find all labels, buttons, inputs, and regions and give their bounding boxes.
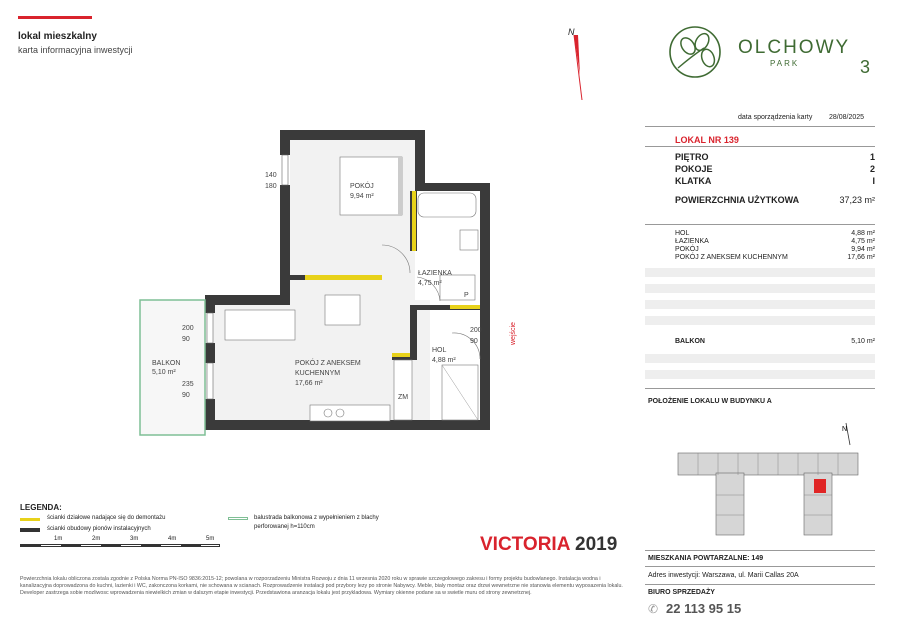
- scale-bar: [20, 536, 220, 551]
- info-row-rooms: POKOJE 2: [675, 164, 875, 174]
- svg-text:ZM: ZM: [398, 394, 409, 401]
- empty-row: [645, 316, 875, 325]
- legend-swatch-removable: [20, 518, 40, 521]
- repeat-apartments: MIESZKANIA POWTARZALNE: 149: [648, 555, 764, 562]
- floor-plan: [130, 125, 530, 445]
- header-accent-bar: [18, 16, 92, 19]
- svg-text:180: 180: [265, 183, 277, 190]
- brand-number: 3: [860, 57, 871, 77]
- room-row-room: POKÓJ 9,94 m²: [675, 246, 875, 253]
- lokal-number: LOKAL NR 139: [675, 135, 739, 145]
- svg-text:ŁAZIENKA: ŁAZIENKA: [418, 270, 452, 277]
- empty-row: [645, 370, 875, 379]
- north-label: N: [568, 27, 575, 37]
- svg-text:P: P: [464, 292, 469, 299]
- svg-text:N: N: [842, 426, 848, 433]
- footnote: Powierzchnia lokalu obliczona zostala zgodnie z Polska Norma PN-ISO 9836:2015-12; powolana w rozporzadzeniu Ministra Rozwoju z dnia 11 wrzesnia 2020 roku w sprawie szczegolowego zakresu i formy projektu budowlanego. Instalacja wodna i kanalizacyjna doprowadzona do kuchni, lazienki i WC, zakonczona korkami, nie schowana w scianach. Rozprowadzenie instalacji pod przybory lezy po stronie Nabywcy. Meble, bialy montaz oraz drzwi wewnetrzne nie stanowia elementu wyposazenia lokalu. Developer zastrzega sobie mozliwosc wprowadzenia niewielkich zmian w dalszym etapie inwestycji. Przedstawiona aranzacja lokalu jest przykladowa. Wymiary okienne podane sa w swietle muru od strony zewnetrznej.: [20, 576, 623, 596]
- legend-item-removable: ścianki działowe nadające się do demontażu: [47, 515, 166, 521]
- svg-text:235: 235: [182, 381, 194, 388]
- phone-number[interactable]: 22 113 95 15: [666, 601, 742, 616]
- svg-text:KUCHENNYM: KUCHENNYM: [295, 370, 341, 377]
- scale-2m: 2m: [92, 536, 101, 542]
- divider: [645, 388, 875, 389]
- scale-4m: 4m: [168, 536, 177, 542]
- svg-text:4,75 m²: 4,75 m²: [418, 280, 442, 287]
- page-title: lokal mieszkalny: [18, 31, 97, 42]
- svg-text:200: 200: [182, 325, 194, 332]
- svg-text:90: 90: [182, 336, 190, 343]
- svg-text:BALKON: BALKON: [152, 360, 181, 367]
- divider: [645, 224, 875, 225]
- phone-icon: ✆: [648, 602, 659, 616]
- empty-row: [645, 300, 875, 309]
- address: Adres inwestycji: Warszawa, ul. Marii Callas 20A: [648, 572, 799, 579]
- svg-text:9,94 m²: 9,94 m²: [350, 193, 374, 200]
- svg-text:POKÓJ: POKÓJ: [350, 183, 374, 190]
- north-arrow-icon: [566, 25, 590, 105]
- empty-row: [645, 284, 875, 293]
- award-badge: VICTORIA 2019: [480, 534, 618, 555]
- empty-row: [645, 354, 875, 363]
- scale-1m: 1m: [54, 536, 63, 542]
- svg-text:90: 90: [182, 392, 190, 399]
- divider: [645, 126, 875, 127]
- brand-logo-icon: [664, 24, 730, 80]
- divider: [645, 566, 875, 567]
- svg-text:17,66 m²: 17,66 m²: [295, 380, 323, 387]
- svg-text:HOL: HOL: [432, 347, 447, 354]
- date-label: data sporządzenia karty: [738, 114, 813, 121]
- info-row-area: POWIERZCHNIA UŻYTKOWA 37,23 m²: [675, 195, 875, 205]
- scale-3m: 3m: [130, 536, 139, 542]
- sales-office-label: BIURO SPRZEDAŻY: [648, 589, 715, 596]
- svg-text:140: 140: [265, 172, 277, 179]
- svg-text:POKÓJ Z ANEKSEM: POKÓJ Z ANEKSEM: [295, 360, 361, 367]
- scale-5m: 5m: [206, 536, 215, 542]
- empty-row: [645, 268, 875, 277]
- divider: [645, 584, 875, 585]
- divider: [645, 146, 875, 147]
- legend-item-shaft: ścianki obudowy pionów instalacyjnych: [47, 526, 151, 532]
- svg-text:wejście: wejście: [510, 322, 517, 345]
- divider: [645, 550, 875, 551]
- svg-text:4,88 m²: 4,88 m²: [432, 357, 456, 364]
- info-row-staircase: KLATKA I: [675, 176, 875, 186]
- location-title: POŁOŻENIE LOKALU W BUDYNKU A: [648, 398, 772, 405]
- svg-text:200: 200: [470, 327, 482, 334]
- room-row-living: POKÓJ Z ANEKSEM KUCHENNYM 17,66 m²: [675, 254, 875, 261]
- svg-text:5,10 m²: 5,10 m²: [152, 369, 176, 376]
- room-row-hol: HOL 4,88 m²: [675, 230, 875, 237]
- room-row-balkon: BALKON 5,10 m²: [675, 338, 875, 345]
- brand-name: OLCHOWY: [738, 37, 851, 58]
- building-keyplan: [668, 415, 868, 545]
- legend-title: LEGENDA:: [20, 503, 62, 512]
- brand-park: PARK: [770, 59, 800, 68]
- page-subtitle: karta informacyjna inwestycji: [18, 45, 133, 55]
- legend-item-balustrade: balustrada balkonowa z wypełnieniem z blachy perforowanej h=110cm: [254, 515, 379, 530]
- legend-swatch-balustrade: [228, 517, 248, 520]
- legend-swatch-shaft: [20, 528, 40, 532]
- info-row-floor: PIĘTRO 1: [675, 152, 875, 162]
- svg-text:90: 90: [470, 338, 478, 345]
- room-row-bath: ŁAZIENKA 4,75 m²: [675, 238, 875, 245]
- date-value: 28/08/2025: [829, 114, 865, 121]
